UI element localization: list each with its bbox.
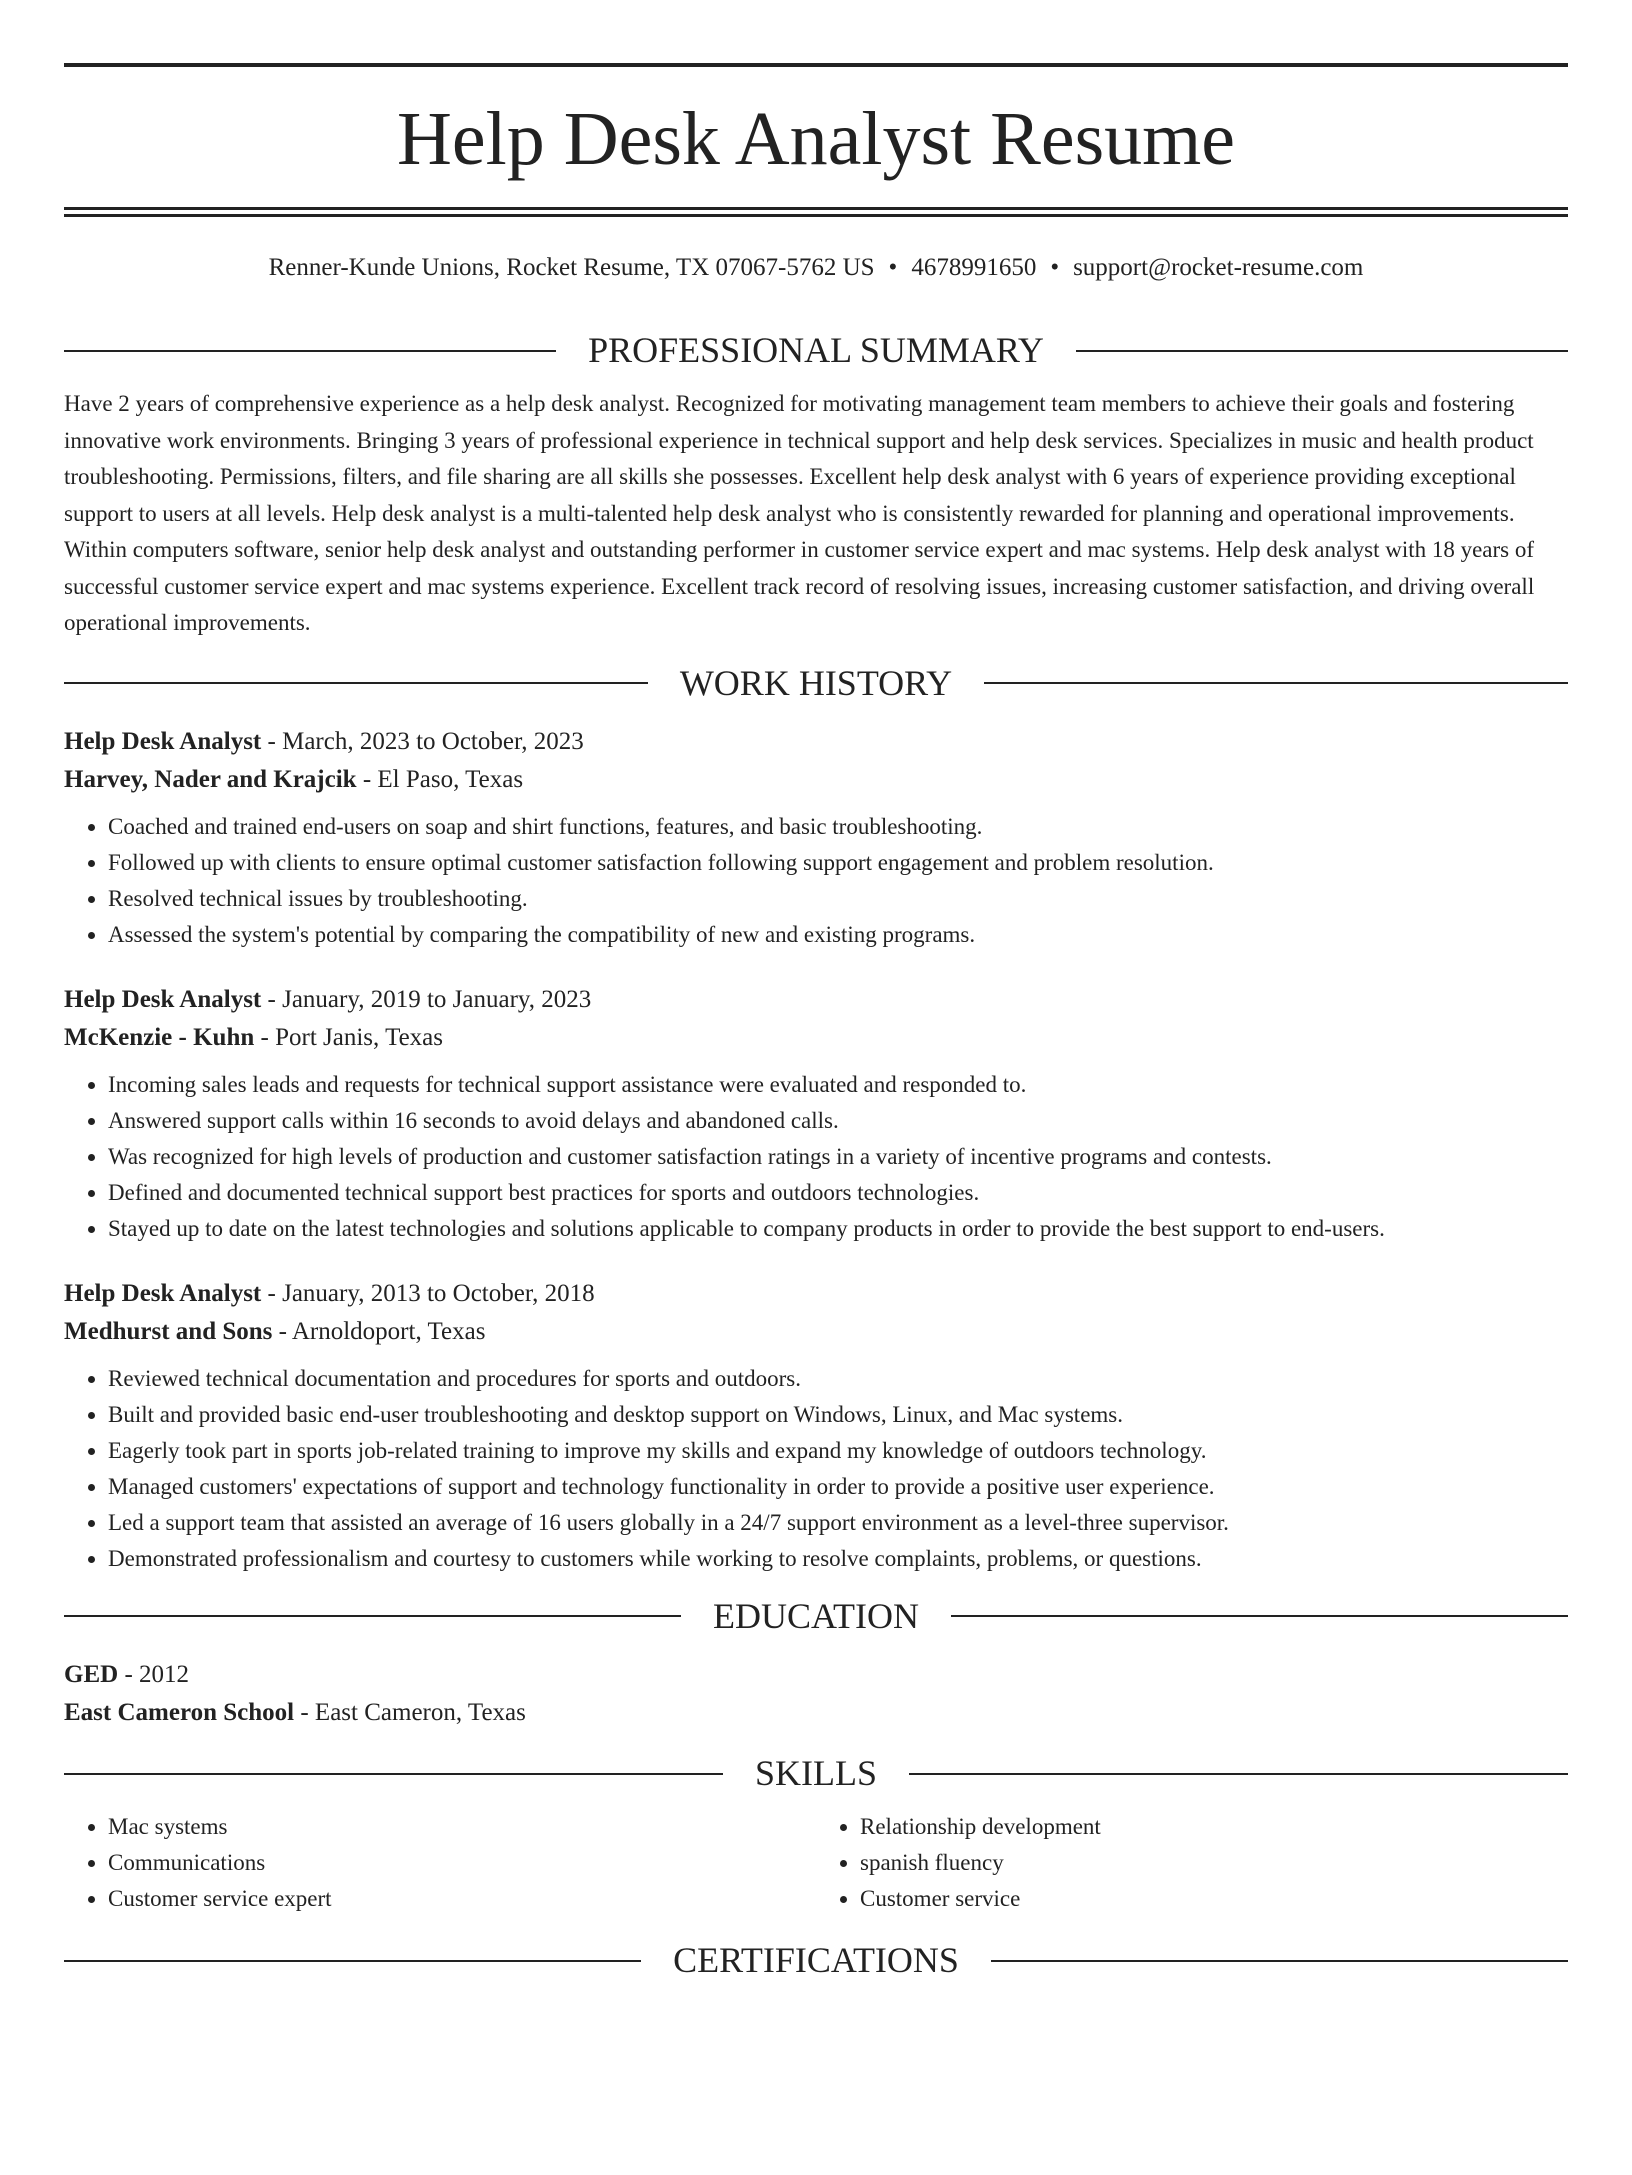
contact-separator: • bbox=[1050, 254, 1060, 281]
work-history-list bbox=[64, 723, 1568, 1577]
job-location: - Port Janis, Texas bbox=[254, 1023, 444, 1051]
job-bullets bbox=[64, 1067, 1568, 1247]
section-header-certifications bbox=[64, 1939, 1568, 1982]
job-title-line bbox=[64, 981, 1568, 1019]
section-rule bbox=[984, 682, 1568, 684]
list-item: • Led a support team that assisted an average of 16 users globally in a 24/7 support environment as a level-three supervisor. bbox=[108, 1505, 1568, 1541]
job-company-line bbox=[64, 761, 1568, 799]
professional-summary: Have 2 years of comprehensive experience as a help desk analyst. Recognized for motivating management team members to achieve their goals and fostering innovative work environments. Bringing 3 years of professional experience in technical support and help desk services. Specializes in music and health product troubleshooting. Permissions, filters, and file sharing are all skills she possesses. Excellent help desk analyst with 6 years of experience providing exceptional support to users at all levels. Help desk analyst is a multi-talented help desk analyst who is consistently rewarded for planning and operational improvements. Within computers software, senior help desk analyst and outstanding performer in customer service expert and mac systems. Help desk analyst with 18 years of successful customer service expert and mac systems experience. Excellent track record of resolving issues, increasing customer satisfaction, and driving overall operational improvements. bbox=[64, 391, 1535, 636]
skills-list-right bbox=[816, 1809, 1568, 1917]
section-rule bbox=[64, 1773, 723, 1775]
education-degree-line bbox=[64, 1656, 1568, 1694]
list-item: • Assessed the system's potential by comparing the compatibility of new and existing programs. bbox=[108, 917, 1568, 953]
list-item: • Managed customers' expectations of support and technology functionality in order to provide a positive user experience. bbox=[108, 1469, 1568, 1505]
job-company: McKenzie - Kuhn bbox=[64, 1023, 255, 1051]
section-header-education bbox=[64, 1595, 1568, 1638]
education-entry bbox=[64, 1656, 1568, 1732]
section-rule bbox=[951, 1615, 1568, 1617]
education-year: - 2012 bbox=[118, 1661, 190, 1689]
section-title: PROFESSIONAL SUMMARY bbox=[588, 330, 1044, 370]
skills-list-left bbox=[64, 1809, 816, 1917]
section-rule bbox=[1076, 350, 1568, 352]
job-company: Harvey, Nader and Krajcik bbox=[64, 765, 357, 793]
job-bullets bbox=[64, 1361, 1568, 1577]
job-company-line bbox=[64, 1019, 1568, 1057]
job-company: Medhurst and Sons bbox=[64, 1317, 273, 1345]
section-title: CERTIFICATIONS bbox=[673, 1940, 959, 1981]
section-title: WORK HISTORY bbox=[679, 662, 953, 703]
skills-columns bbox=[64, 1809, 1568, 1917]
job-title-line bbox=[64, 723, 1568, 761]
list-item: • Coached and trained end-users on soap and shirt functions, features, and basic troubleshooting. bbox=[108, 809, 1568, 845]
job-dates: - March, 2023 to October, 2023 bbox=[261, 727, 584, 755]
list-item: • Was recognized for high levels of production and customer satisfaction ratings in a variety of incentive programs and contests. bbox=[108, 1139, 1568, 1175]
section-rule bbox=[64, 1615, 681, 1617]
title-double-rule bbox=[64, 207, 1568, 217]
section-rule bbox=[64, 682, 648, 684]
contact-email: support@rocket-resume.com bbox=[1073, 254, 1364, 281]
list-item: • Reviewed technical documentation and procedures for sports and outdoors. bbox=[108, 1361, 1568, 1397]
list-item: • Resolved technical issues by troubleshooting. bbox=[108, 881, 1568, 917]
section-header-skills bbox=[64, 1752, 1568, 1795]
section-title: EDUCATION bbox=[713, 1595, 919, 1636]
resume-page bbox=[0, 63, 1632, 2175]
skill-item: • spanish fluency bbox=[860, 1845, 1568, 1881]
education-school: East Cameron School bbox=[64, 1699, 295, 1727]
job-dates: - January, 2019 to January, 2023 bbox=[261, 985, 592, 1013]
skill-item: • Communications bbox=[108, 1845, 816, 1881]
list-item: • Demonstrated professionalism and courtesy to customers while working to resolve complaints, problems, or questions. bbox=[108, 1541, 1568, 1577]
list-item: • Stayed up to date on the latest technologies and solutions applicable to company products in order to provide the best support to end-users. bbox=[108, 1211, 1568, 1247]
section-header-work bbox=[64, 662, 1568, 705]
list-item: • Built and provided basic end-user troubleshooting and desktop support on Windows, Linux, and Mac systems. bbox=[108, 1397, 1568, 1433]
job-entry bbox=[64, 1275, 1568, 1577]
job-location: - El Paso, Texas bbox=[356, 765, 524, 793]
job-entry bbox=[64, 723, 1568, 953]
section-rule bbox=[909, 1773, 1568, 1775]
skill-item: • Relationship development bbox=[860, 1809, 1568, 1845]
job-dates: - January, 2013 to October, 2018 bbox=[261, 1279, 595, 1307]
section-header-summary bbox=[64, 329, 1568, 372]
section-rule bbox=[64, 1960, 641, 1962]
job-entry bbox=[64, 981, 1568, 1247]
education-degree: GED bbox=[64, 1661, 119, 1689]
page-title: Help Desk Analyst Resume bbox=[396, 97, 1235, 181]
section-rule bbox=[64, 350, 556, 352]
job-title-line bbox=[64, 1275, 1568, 1313]
job-title: Help Desk Analyst bbox=[64, 727, 262, 755]
contact-separator: • bbox=[888, 254, 898, 281]
list-item: • Eagerly took part in sports job-related training to improve my skills and expand my knowledge of outdoors technology. bbox=[108, 1433, 1568, 1469]
job-company-line bbox=[64, 1313, 1568, 1351]
list-item: • Followed up with clients to ensure optimal customer satisfaction following support engagement and problem resolution. bbox=[108, 845, 1568, 881]
contact-line bbox=[64, 251, 1568, 285]
skill-item: • Mac systems bbox=[108, 1809, 816, 1845]
education-school-line bbox=[64, 1694, 1568, 1732]
skill-item: • Customer service expert bbox=[108, 1881, 816, 1917]
education-location: - East Cameron, Texas bbox=[294, 1699, 526, 1727]
job-title: Help Desk Analyst bbox=[64, 985, 262, 1013]
job-location: - Arnoldoport, Texas bbox=[272, 1317, 486, 1345]
job-title: Help Desk Analyst bbox=[64, 1279, 262, 1307]
list-item: • Incoming sales leads and requests for technical support assistance were evaluated and responded to. bbox=[108, 1067, 1568, 1103]
list-item: • Defined and documented technical support best practices for sports and outdoors technologies. bbox=[108, 1175, 1568, 1211]
section-title: SKILLS bbox=[755, 1753, 878, 1794]
list-item: • Answered support calls within 16 seconds to avoid delays and abandoned calls. bbox=[108, 1103, 1568, 1139]
skill-item: • Customer service bbox=[860, 1881, 1568, 1917]
job-bullets bbox=[64, 809, 1568, 953]
contact-phone: 4678991650 bbox=[911, 254, 1037, 281]
contact-address: Renner-Kunde Unions, Rocket Resume, TX 07067-5762 US bbox=[268, 254, 875, 281]
section-rule bbox=[991, 1960, 1568, 1962]
